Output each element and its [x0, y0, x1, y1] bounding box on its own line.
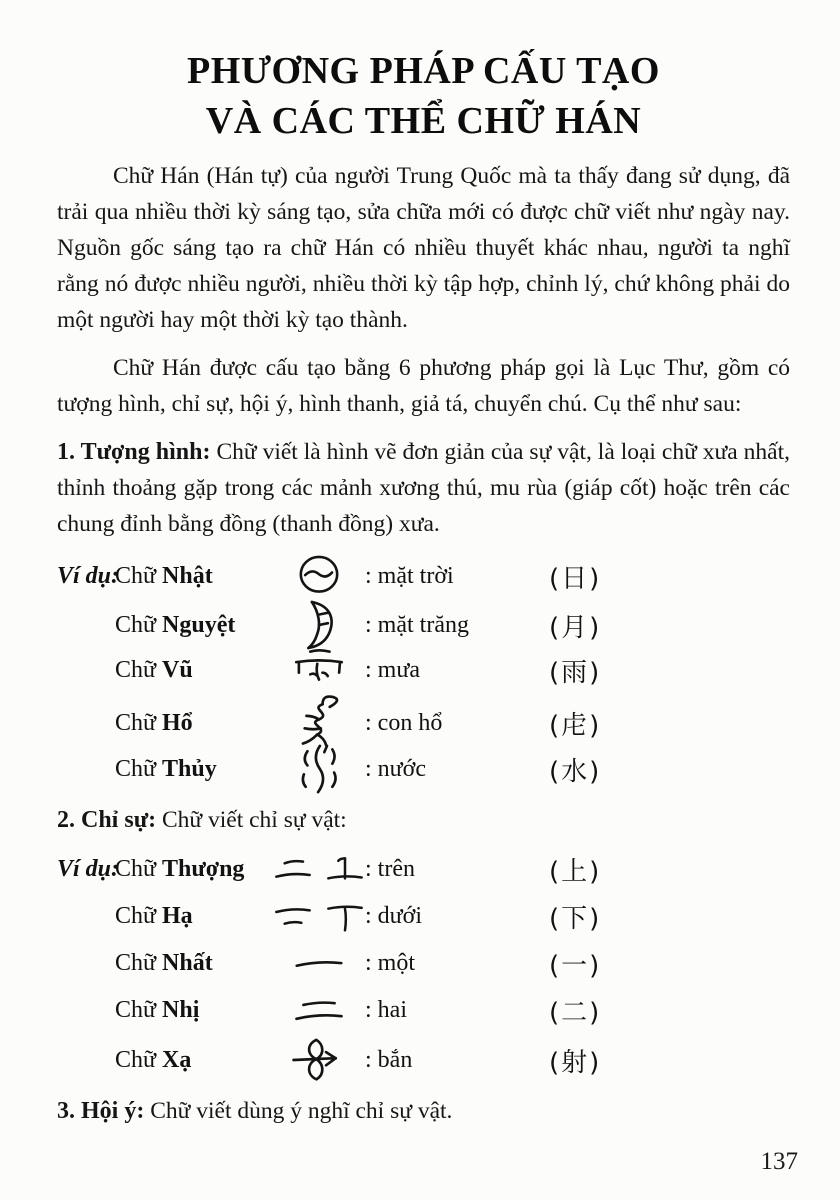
character-name: Nhất — [162, 950, 213, 977]
chu-prefix: Chữ — [115, 856, 157, 883]
example-row — [57, 646, 790, 694]
section-1-heading: 1. Tượng hình: — [57, 439, 211, 466]
han-character: (日) — [549, 563, 602, 594]
example-row — [57, 598, 790, 646]
example-row — [57, 550, 790, 598]
han-character: (雨) — [549, 657, 602, 688]
character-name: Vũ — [162, 656, 193, 683]
rain-pictograph-icon — [273, 646, 365, 694]
example-row — [57, 940, 790, 987]
han-character: (上) — [549, 857, 602, 888]
meaning-text: : bắn — [365, 1046, 413, 1073]
chu-prefix: Chữ — [115, 755, 157, 782]
intro-paragraph-1: Chữ Hán (Hán tự) của người Trung Quốc mà ta thấy đang sử dụng, đã trải qua nhiều thời kỳ sáng tạo, sửa chữa mới có được chữ viết như ngày nay. Nguồn gốc sáng tạo ra chữ Hán có nhiều thuyết khác nhau, người ta nghĩ rằng nó được nhiều người, nhiều thời kỳ tập hợp, chỉnh lý, chứ không phải do một người hay một thời kỳ tạo thành. — [57, 163, 790, 334]
meaning-text: : nước — [365, 755, 427, 782]
intro-paragraph-2: Chữ Hán được cấu tạo bằng 6 phương pháp gọi là Lục Thư, gồm có tượng hình, chỉ sự, hội ý, hình thanh, giả tá, chuyển chú. Cụ thể như sau: — [57, 355, 790, 418]
moon-pictograph-icon — [273, 598, 365, 652]
example-row — [57, 742, 790, 790]
character-name: Nhị — [162, 997, 200, 1024]
section-2-body: Chữ viết chỉ sự vật: — [161, 807, 347, 834]
one-pictograph-icon — [273, 952, 365, 976]
section-1-body: Chữ viết là hình vẽ đơn giản của sự vật, là loại chữ xưa nhất, thỉnh thoảng gặp trong các mảnh xương thú, mu rùa (giáp cốt) hoặc trên các chung đỉnh bằng đồng (thanh đồng) xưa. — [57, 439, 790, 538]
meaning-text: : mưa — [365, 656, 420, 683]
character-name: Hổ — [162, 709, 193, 736]
meaning-text: : con hổ — [365, 709, 443, 736]
han-character: (二) — [549, 998, 602, 1029]
sun-pictograph-icon — [273, 550, 365, 602]
example-row — [57, 987, 790, 1034]
section-2-heading: 2. Chỉ sự: — [57, 807, 157, 834]
meaning-text: : một — [365, 950, 416, 977]
han-character: (下) — [549, 904, 602, 935]
chu-prefix: Chữ — [115, 611, 157, 638]
chu-prefix: Chữ — [115, 656, 157, 683]
page-title-line2: VÀ CÁC THỂ CHỮ HÁN — [205, 100, 642, 143]
character-name: Nhật — [162, 562, 213, 589]
example-row — [57, 893, 790, 940]
chu-prefix: Chữ — [115, 709, 157, 736]
chu-prefix: Chữ — [115, 903, 157, 930]
meaning-text: : dưới — [365, 903, 423, 930]
section-3-paragraph — [57, 1093, 790, 1129]
example-row — [57, 846, 790, 893]
section-1-paragraph — [57, 434, 790, 542]
water-pictograph-icon — [273, 742, 365, 796]
above-pictograph-icon — [273, 852, 365, 888]
page-title-line1: PHƯƠNG PHÁP CẤU TẠO — [187, 50, 660, 92]
bow-arrow-pictograph-icon — [273, 1034, 365, 1086]
meaning-text: : mặt trăng — [365, 611, 469, 638]
section-1-examples — [57, 550, 790, 790]
chu-prefix: Chữ — [115, 997, 157, 1024]
meaning-text: : mặt trời — [365, 562, 454, 589]
character-name: Hạ — [162, 903, 193, 930]
section-2-paragraph — [57, 802, 790, 838]
below-pictograph-icon — [273, 899, 365, 935]
example-label: Ví dụ: — [57, 562, 120, 589]
character-name: Thủy — [162, 755, 217, 782]
page-number: 137 — [760, 1148, 798, 1175]
han-character: (射) — [549, 1047, 602, 1078]
example-row — [57, 1034, 790, 1081]
section-3-body: Chữ viết dùng ý nghĩ chỉ sự vật. — [150, 1098, 453, 1125]
han-character: (月) — [549, 612, 602, 643]
section-2-examples — [57, 846, 790, 1081]
han-character: (水) — [549, 756, 602, 787]
section-3-heading: 3. Hội ý: — [57, 1098, 145, 1125]
example-row — [57, 694, 790, 742]
chu-prefix: Chữ — [115, 950, 157, 977]
character-name: Nguyệt — [162, 611, 236, 638]
character-name: Xạ — [162, 1046, 192, 1073]
two-pictograph-icon — [273, 994, 365, 1028]
chu-prefix: Chữ — [115, 1046, 157, 1073]
meaning-text: : hai — [365, 997, 407, 1024]
han-character: (虍) — [549, 710, 602, 741]
han-character: (一) — [549, 951, 602, 982]
example-label: Ví dụ: — [57, 856, 120, 883]
page-title — [57, 46, 790, 146]
chu-prefix: Chữ — [115, 562, 157, 589]
character-name: Thượng — [162, 856, 245, 883]
meaning-text: : trên — [365, 856, 415, 883]
